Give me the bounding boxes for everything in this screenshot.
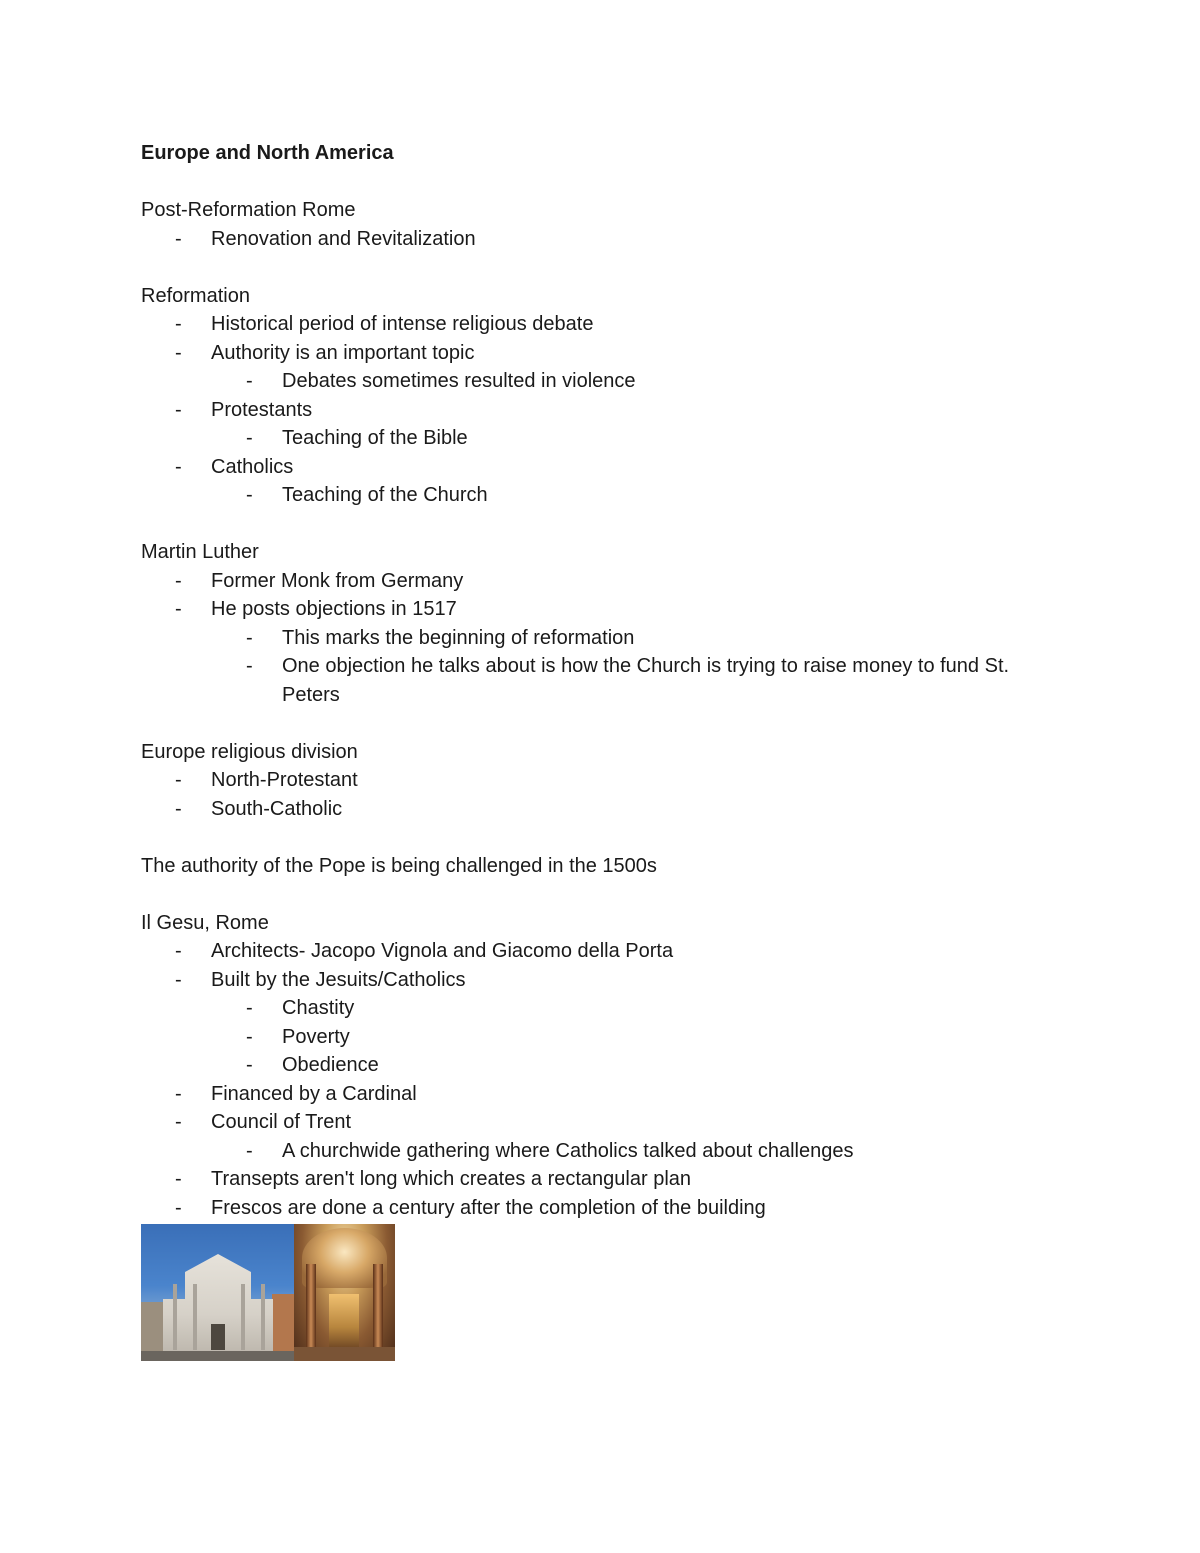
bullet-dash: - [175, 1168, 182, 1190]
sub-list-item-text: Obedience [282, 1054, 379, 1076]
list-item-text: He posts objections in 1517 [211, 598, 457, 620]
document-page [141, 139, 1061, 1361]
sub-list-item-text: One objection he talks about is how the Church is trying to raise money to fund St. Peters [282, 655, 1010, 706]
list-item [141, 1108, 1061, 1165]
sub-bullet-list [211, 1137, 1061, 1166]
bullet-dash: - [175, 569, 182, 592]
sub-list-item [211, 367, 1061, 396]
list-item-text: Former Monk from Germany [211, 569, 464, 592]
bullet-dash: - [175, 227, 182, 250]
facade-column [261, 1284, 265, 1350]
sub-list-item-text: Chastity [282, 997, 355, 1019]
bullet-dash: - [246, 1025, 253, 1048]
list-item-text: Catholics [211, 455, 294, 478]
sub-list-item [211, 481, 1061, 510]
section-il-gesu [141, 909, 1061, 1362]
section-heading: Il Gesu, Rome [141, 911, 269, 934]
bullet-dash: - [175, 598, 182, 620]
bullet-dash: - [246, 484, 253, 506]
interior-floor [294, 1347, 395, 1361]
bullet-dash: - [246, 1139, 253, 1162]
sub-list-item [211, 994, 1061, 1023]
sub-list-item [211, 1023, 1061, 1052]
list-item [141, 595, 1061, 709]
il-gesu-facade-photo [141, 1224, 294, 1361]
list-item [141, 453, 1061, 510]
bullet-dash: - [175, 797, 182, 820]
sub-list-item [211, 1137, 1061, 1166]
sub-bullet-list [211, 367, 1061, 396]
list-item-text: Renovation and Revitalization [211, 227, 476, 250]
list-item [141, 1165, 1061, 1194]
list-item-text: Frescos are done a century after the completion of the building [211, 1196, 766, 1219]
sub-list-item [211, 424, 1061, 453]
list-item-text: Transepts aren't long which creates a rectangular plan [211, 1168, 692, 1190]
facade-column [193, 1284, 197, 1350]
altar [329, 1294, 359, 1349]
list-item [141, 310, 1061, 339]
list-item [141, 937, 1061, 966]
bullet-list [141, 937, 1061, 1222]
bullet-dash: - [175, 341, 182, 364]
il-gesu-interior-photo [294, 1224, 395, 1361]
list-item-text: Protestants [211, 398, 313, 421]
list-item [141, 567, 1061, 596]
sub-bullet-list [211, 994, 1061, 1080]
list-item [141, 339, 1061, 396]
section-heading: Martin Luther [141, 541, 259, 563]
list-item [141, 1194, 1061, 1223]
bullet-list [141, 225, 1061, 254]
list-item-text: Built by the Jesuits/Catholics [211, 968, 466, 991]
sub-list-item-text: A churchwide gathering where Catholics talked about challenges [282, 1139, 854, 1162]
list-item-text: Historical period of intense religious debate [211, 313, 594, 335]
bullet-dash: - [175, 1082, 182, 1105]
bullet-dash: - [246, 626, 253, 649]
section-heading: Reformation [141, 284, 250, 307]
statement-text: The authority of the Pope is being challenged in the 1500s [141, 854, 657, 877]
bullet-dash: - [175, 398, 182, 421]
section-heading: Post-Reformation Rome [141, 199, 356, 221]
section-reformation [141, 282, 1061, 510]
sub-list-item [211, 624, 1061, 653]
sub-list-item-text: This marks the beginning of reformation [282, 626, 635, 649]
list-item [141, 225, 1061, 254]
list-item [141, 1080, 1061, 1109]
bullet-dash: - [246, 655, 253, 677]
list-item [141, 795, 1061, 824]
sub-list-item [211, 1051, 1061, 1080]
list-item-text: North-Protestant [211, 769, 358, 791]
list-item-text: Architects- Jacopo Vignola and Giacomo della Porta [211, 940, 674, 962]
bullet-list [141, 310, 1061, 510]
list-item-text: South-Catholic [211, 797, 343, 820]
bullet-dash: - [175, 455, 182, 478]
bullet-dash: - [175, 1111, 182, 1133]
bullet-dash: - [246, 1054, 253, 1076]
bullet-dash: - [175, 940, 182, 962]
sub-list-item-text: Teaching of the Church [282, 484, 488, 506]
list-item [141, 966, 1061, 1080]
list-item-text: Financed by a Cardinal [211, 1082, 417, 1105]
section-post-reformation-rome [141, 196, 1061, 253]
bullet-dash: - [246, 997, 253, 1019]
section-heading: Europe religious division [141, 740, 358, 763]
sub-bullet-list [211, 481, 1061, 510]
bullet-dash: - [175, 769, 182, 791]
bullet-dash: - [175, 1196, 182, 1219]
facade-column [173, 1284, 177, 1350]
section-europe-religious-division [141, 738, 1061, 824]
sub-list-item-text: Poverty [282, 1025, 350, 1048]
bullet-dash: - [175, 313, 182, 335]
facade-column [241, 1284, 245, 1350]
il-gesu-photos [141, 1224, 395, 1361]
bullet-list [141, 567, 1061, 710]
bullet-dash: - [246, 370, 253, 392]
sub-bullet-list [211, 624, 1061, 710]
bullet-dash: - [175, 968, 182, 991]
list-item [141, 766, 1061, 795]
sub-list-item-text: Debates sometimes resulted in violence [282, 370, 636, 392]
bullet-dash: - [246, 427, 253, 449]
document-title: Europe and North America [141, 142, 394, 164]
list-item [141, 396, 1061, 453]
facade-door [211, 1324, 225, 1350]
list-item-text: Council of Trent [211, 1111, 352, 1133]
section-martin-luther [141, 538, 1061, 709]
sub-list-item [211, 652, 1061, 709]
bullet-list [141, 766, 1061, 823]
sub-bullet-list [211, 424, 1061, 453]
sub-list-item-text: Teaching of the Bible [282, 427, 468, 449]
list-item-text: Authority is an important topic [211, 341, 475, 364]
street [141, 1351, 294, 1361]
